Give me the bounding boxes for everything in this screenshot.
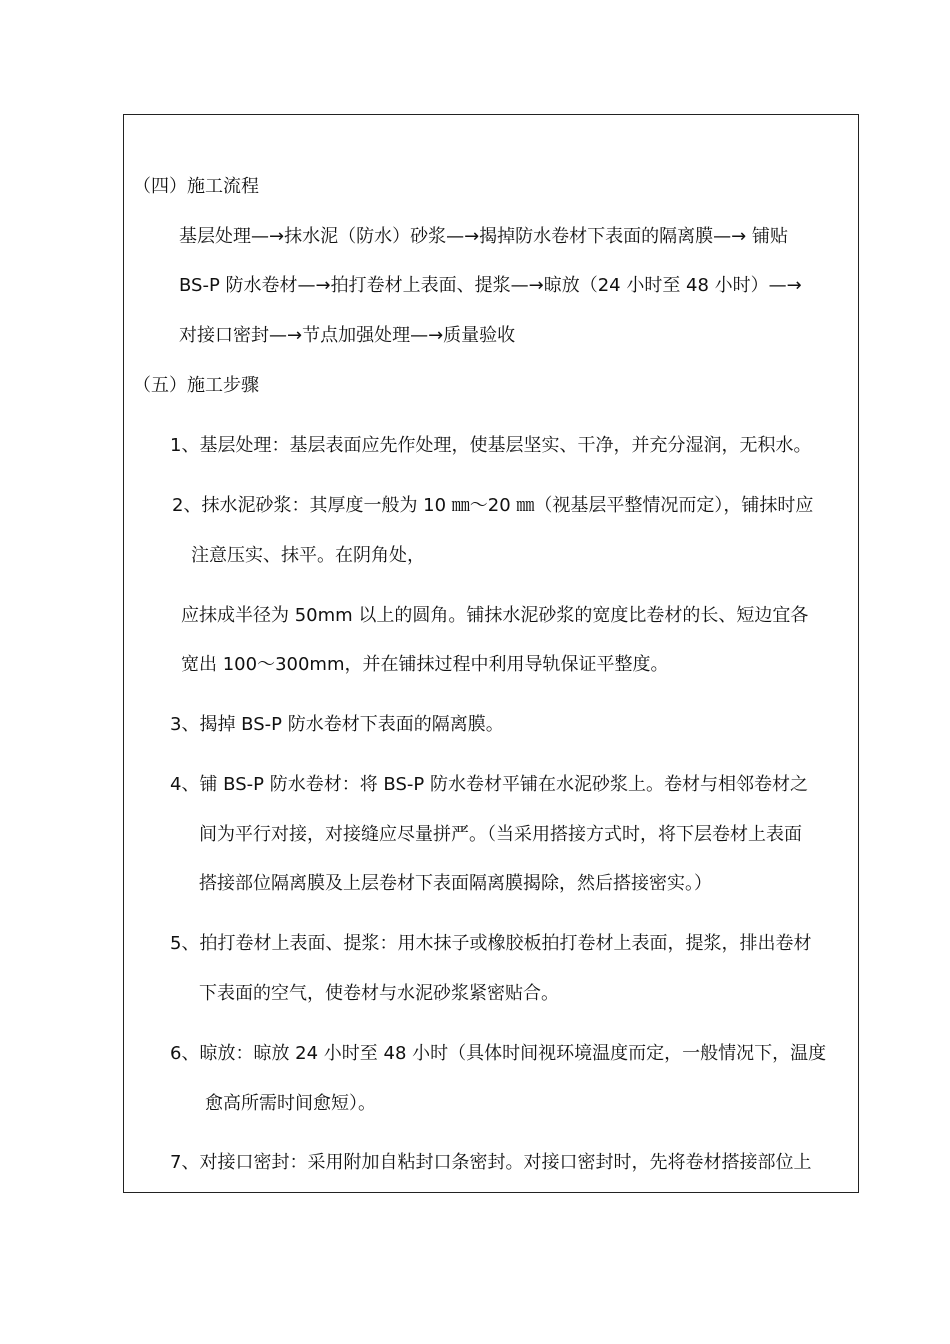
step-2-line-2: 注意压实、抹平。在阴角处， xyxy=(191,545,425,566)
step-7-line-1: 7、对接口密封：采用附加自粘封口条密封。对接口密封时，先将卷材搭接部位上 xyxy=(170,1152,812,1173)
step-5-line-2: 下表面的空气，使卷材与水泥砂浆紧密贴合。 xyxy=(199,983,559,1004)
step-1: 1、基层处理：基层表面应先作处理，使基层坚实、干净，并充分湿润，无积水。 xyxy=(170,435,812,456)
section-4-heading: （四）施工流程 xyxy=(133,176,259,197)
section-5-heading: （五）施工步骤 xyxy=(133,375,259,396)
step-4-line-2: 间为平行对接，对接缝应尽量拼严。（当采用搭接方式时，将下层卷材上表面 xyxy=(199,824,802,845)
step-5-line-1: 5、拍打卷材上表面、提浆：用木抹子或橡胶板拍打卷材上表面，提浆，排出卷材 xyxy=(170,933,812,954)
flow-line-2: BS-P 防水卷材—→拍打卷材上表面、提浆—→晾放（24 小时至 48 小时）—→ xyxy=(179,275,802,296)
step-6-line-1: 6、晾放：晾放 24 小时至 48 小时（具体时间视环境温度而定，一般情况下，温度 xyxy=(170,1043,827,1064)
step-2-line-1: 2、抹水泥砂浆：其厚度一般为 10 ㎜～20 ㎜（视基层平整情况而定），铺抹时应 xyxy=(172,495,814,516)
step-4-line-1: 4、铺 BS-P 防水卷材：将 BS-P 防水卷材平铺在水泥砂浆上。卷材与相邻卷材之 xyxy=(170,774,808,795)
step-6-line-2: 愈高所需时间愈短）。 xyxy=(205,1093,376,1114)
flow-line-3: 对接口密封—→节点加强处理—→质量验收 xyxy=(179,325,516,346)
step-2-line-3: 应抹成半径为 50mm 以上的圆角。铺抹水泥砂浆的宽度比卷材的长、短边宜各 xyxy=(181,605,809,626)
step-3: 3、揭掉 BS-P 防水卷材下表面的隔离膜。 xyxy=(170,714,504,735)
flow-line-1: 基层处理—→抹水泥（防水）砂浆—→揭掉防水卷材下表面的隔离膜—→ 铺贴 xyxy=(179,226,788,247)
step-2-line-4: 宽出 100～300mm，并在铺抹过程中利用导轨保证平整度。 xyxy=(181,654,669,675)
step-4-line-3: 搭接部位隔离膜及上层卷材下表面隔离膜揭除，然后搭接密实。） xyxy=(199,873,712,894)
